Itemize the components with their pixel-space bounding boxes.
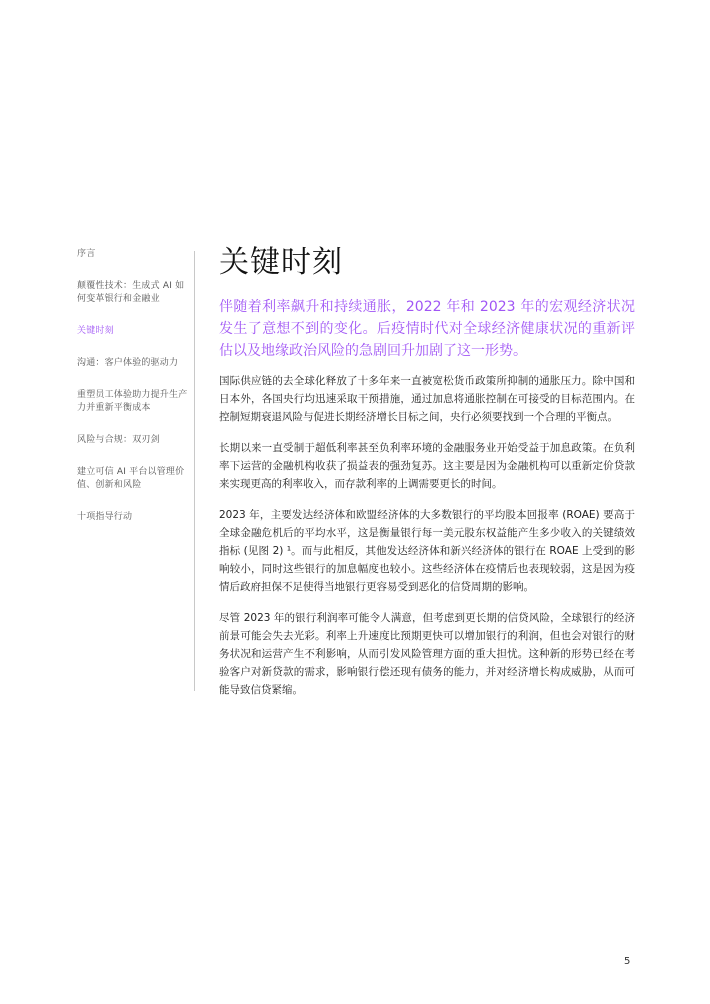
lead-paragraph: 伴随着利率飙升和持续通胀，2022 年和 2023 年的宏观经济状况发生了意想不到的变化。后疫情时代对全球经济健康状况的重新评估以及地缘政治风险的急剧回升加剧了这一形势。 bbox=[219, 299, 635, 359]
body-paragraph-4: 尽管 2023 年的银行利润率可能令人满意，但考虑到更长期的信贷风险，全球银行的经济前景可能会失去光彩。利率上升速度比预期更快可以增加银行的利润，但也会对银行的财务状况和运营产生不利影响，从而引发风险管理方面的重大担忧。这种新的形势已经在考验客户对新贷款的需求，影响银行偿还现有债务的能力，并对经济增长构成威胁，从而可能导致信贷紧缩。 bbox=[219, 612, 635, 696]
sidebar-item-disruptive-tech[interactable]: 颠覆性技术：生成式 AI 如何变革银行和金融业 bbox=[77, 281, 185, 304]
sidebar-item-preface[interactable]: 序言 bbox=[77, 249, 96, 259]
body-paragraph-1: 国际供应链的去全球化释放了十多年来一直被宽松货币政策所抑制的通胀压力。除中国和日本外，各国央行均迅速采取干预措施，通过加息将通胀控制在可接受的目标范围内。在控制短期衰退风险与促进长期经济增长目标之间，央行必须要找到一个合理的平衡点。 bbox=[219, 375, 635, 423]
page-number: 5 bbox=[624, 956, 631, 967]
sidebar-item-key-moment[interactable]: 关键时刻 bbox=[77, 326, 114, 336]
sidebar-nav bbox=[77, 248, 189, 543]
page-title: 关键时刻 bbox=[219, 245, 343, 280]
sidebar-item-employee-experience[interactable]: 重塑员工体验助力提升生产力并重新平衡成本 bbox=[77, 390, 188, 413]
sidebar-item-risk-compliance[interactable]: 风险与合规：双刃剑 bbox=[77, 435, 160, 445]
sidebar-item-communication[interactable]: 沟通：客户体验的驱动力 bbox=[77, 358, 179, 368]
main-content bbox=[219, 243, 635, 712]
body-paragraph-2: 长期以来一直受制于超低利率甚至负利率环境的金融服务业开始受益于加息政策。在负利率下运营的金融机构收获了损益表的强劲复苏。这主要是因为金融机构可以重新定价贷款来实现更高的利率收入，而存款利率的上调需要更长的时间。 bbox=[219, 442, 635, 490]
sidebar-divider bbox=[194, 251, 195, 691]
sidebar-item-trusted-ai[interactable]: 建立可信 AI 平台以管理价值、创新和风险 bbox=[77, 467, 185, 490]
sidebar-item-ten-actions[interactable]: 十项指导行动 bbox=[77, 512, 133, 522]
body-paragraph-3: 2023 年，主要发达经济体和欧盟经济体的大多数银行的平均股本回报率 (ROAE) 要高于全球金融危机后的平均水平，这是衡量银行每一美元股东权益能产生多少收入的关键绩效指标 (见图 2) ¹。而与此相反，其他发达经济体和新兴经济体的银行在 ROAE 上受到的影响较小，同时这些银行的加息幅度也较小。这些经济体在疫情后也表现较弱，这是因为疫情后政府担保不足使得当地银行更容易受到恶化的信贷周期的影响。 bbox=[219, 509, 635, 593]
